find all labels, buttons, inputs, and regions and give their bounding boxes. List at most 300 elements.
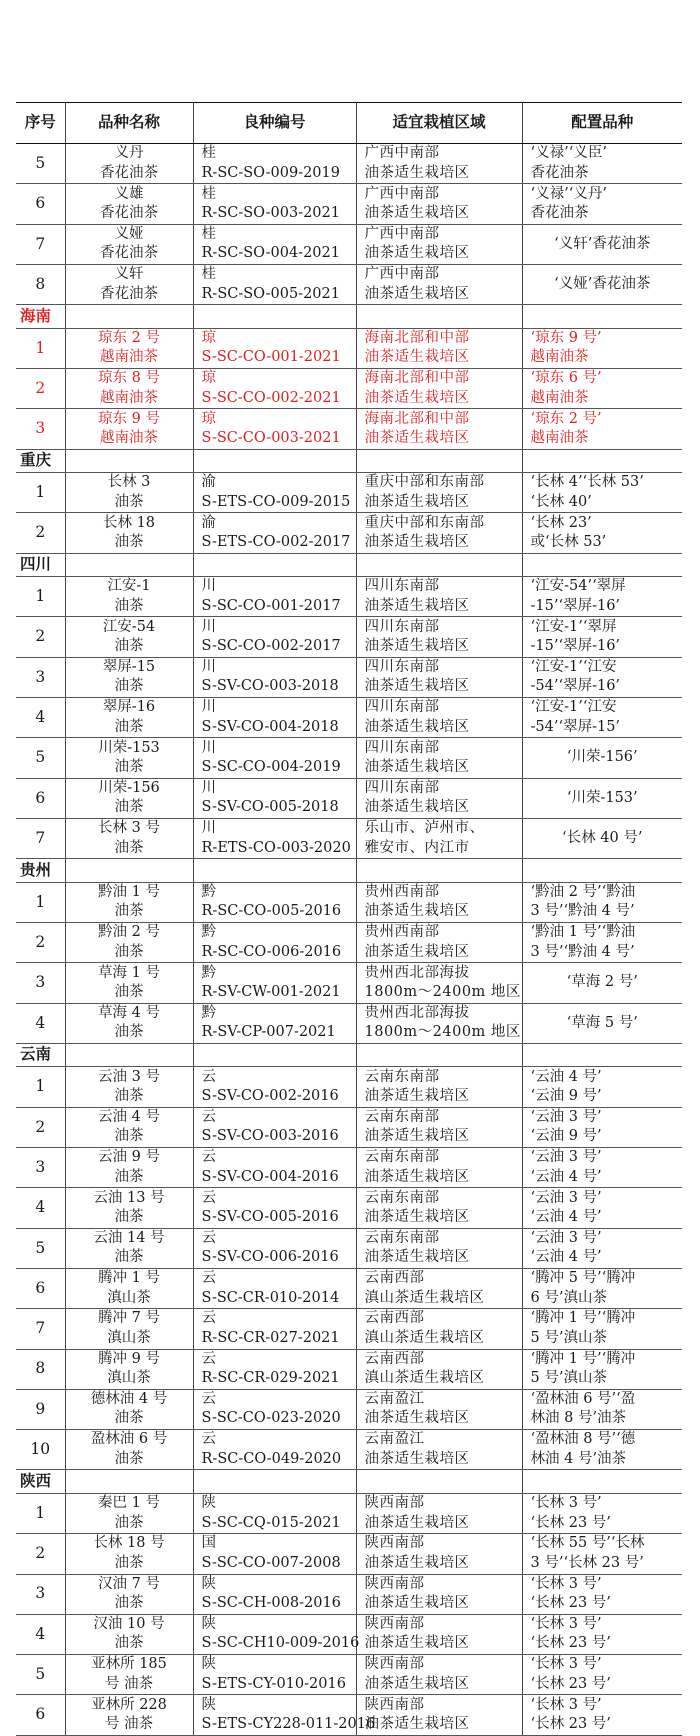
section-empty-cell [65,553,193,577]
variety-name-cell [65,1349,193,1389]
row-index: 9 [16,1389,65,1429]
matching-variety-line: ‘川荣-156’ [566,749,638,766]
planting-area-line: 油茶适生栽培区 [364,1635,470,1652]
table-row [16,1107,682,1147]
table-row [16,1309,682,1349]
matching-variety-cell [522,1309,682,1349]
planting-area-line: 油茶适生栽培区 [364,1554,470,1571]
variety-code-line: 琼 [201,370,216,387]
planting-area-line: 陕西南部 [364,1575,425,1592]
variety-name-line: 越南油茶 [100,349,158,366]
variety-name-line: 长林 18 号 [93,1535,165,1552]
matching-variety-line: ‘琼东 9 号’ [530,329,602,346]
matching-variety-cell [522,368,682,408]
section-empty-cell [193,449,356,473]
matching-variety-line: ‘义娅’香花油茶 [554,275,651,292]
variety-code-line: 桂 [201,185,216,202]
planting-area-line: 广西中南部 [364,266,440,283]
variety-name-line: 油茶 [114,1088,144,1105]
table-row [16,1148,682,1188]
variety-code-line: 云 [201,1068,216,1085]
row-index: 3 [16,1148,65,1188]
section-region-label: 贵州 [20,860,52,879]
planting-area-line: 油茶适生栽培区 [364,245,470,262]
matching-variety-line: ‘川荣-153’ [566,789,638,806]
matching-variety-line: ‘草海 2 号’ [566,974,638,991]
variety-code-cell [193,778,356,818]
planting-area-cell [356,1107,522,1147]
variety-code-line: 云 [201,1431,216,1448]
planting-area-line: 油茶适生栽培区 [364,389,470,406]
variety-code-line: R-SC-SO-005-2021 [201,285,340,302]
variety-code-cell [193,264,356,304]
variety-name-line: 黔油 2 号 [98,924,160,941]
variety-name-cell [65,409,193,449]
variety-name-line: 油茶 [114,903,144,920]
planting-area-line: 陕西南部 [364,1656,425,1673]
planting-area-line: 云南西部 [364,1310,425,1327]
variety-name-line: 腾冲 1 号 [98,1270,160,1287]
row-index: 2 [16,513,65,553]
variety-name-line: 亚林所 228 [91,1696,167,1713]
planting-area-line: 乐山市、泸州市、 [364,820,485,837]
variety-code-line: 琼 [201,329,216,346]
planting-area-cell [356,1389,522,1429]
planting-area-cell [356,513,522,553]
variety-code-line: 川 [201,578,216,595]
variety-name-line: 油茶 [114,839,144,856]
variety-name-line: 德林油 4 号 [90,1391,168,1408]
matching-variety-cell [522,1493,682,1533]
planting-area-line: 滇山茶适生栽培区 [364,1370,485,1387]
variety-name-line: 长林 3 号 [98,820,160,837]
variety-name-cell [65,1188,193,1228]
section-empty-cell [356,305,522,329]
variety-name-cell [65,1493,193,1533]
variety-name-line: 油茶 [114,1024,144,1041]
variety-code-cell [193,1614,360,1654]
matching-variety-cell [522,1003,682,1043]
matching-variety-cell [522,1349,682,1389]
matching-variety-line: ‘黔油 2 号’‘黔油 [530,883,636,900]
variety-name-line: 盈林油 6 号 [90,1431,168,1448]
section-row [16,553,682,577]
matching-variety-line: ‘江安-54’‘翠屏 [530,578,626,595]
variety-name-line: 油茶 [114,759,144,775]
variety-code-line: 川 [201,779,216,796]
planting-area-line: 云南东南部 [364,1189,440,1206]
matching-variety-line: 林油 4 号’油茶 [530,1450,627,1467]
row-index: 1 [16,328,65,368]
matching-variety-line: 越南油茶 [530,349,589,366]
planting-area-cell [356,328,522,368]
planting-area-line: 1800m～2400m 地区 [364,1024,521,1041]
table-row [16,617,682,657]
variety-code-cell [193,882,356,922]
row-index: 1 [16,882,65,922]
variety-code-line: 桂 [201,225,216,242]
matching-variety-line: 越南油茶 [530,429,589,446]
matching-variety-cell [522,1107,682,1147]
matching-variety-line: ‘长林 23 号’ [530,1514,611,1531]
matching-variety-line: ‘义禄’‘义丹’ [530,185,607,202]
variety-code-line: 陕 [201,1616,216,1633]
planting-area-line: 贵州西南部 [364,924,440,941]
planting-area-cell [356,617,522,657]
variety-code-line: 陕 [201,1696,216,1713]
planting-area-line: 油茶适生栽培区 [364,349,470,366]
variety-code-line: 云 [201,1108,216,1125]
variety-name-line: 江安-54 [102,618,156,635]
planting-area-cell [356,184,522,224]
variety-code-cell [193,1534,356,1574]
variety-name-cell [65,1655,193,1695]
section-empty-cell [356,1043,522,1067]
variety-code-line: 桂 [201,145,216,162]
variety-code-line: S-ETS-CY-010-2016 [201,1675,346,1692]
section-region [16,305,65,329]
variety-name-cell [65,1067,193,1107]
variety-name-cell [65,1107,193,1147]
variety-name-line: 油茶 [114,678,144,695]
matching-variety-line: ‘长林 55 号’‘长林 [530,1535,645,1552]
planting-area-line: 四川东南部 [364,618,440,635]
variety-code-cell [193,1107,356,1147]
variety-name-line: 油茶 [114,597,144,614]
matching-variety-cell [522,224,682,264]
matching-variety-line: 6 号’滇山茶 [530,1289,607,1306]
row-index: 4 [16,1188,65,1228]
row-index: 6 [16,1695,65,1735]
table-row [16,144,682,184]
variety-code-cell [193,224,356,264]
matching-variety-line: ‘云油 9 号’ [530,1128,602,1145]
variety-code-line: S-SC-CR-010-2014 [201,1289,340,1306]
matching-variety-line: ‘江安-1’‘江安 [530,659,617,675]
section-region-label: 重庆 [20,451,52,470]
variety-name-cell [65,473,193,513]
variety-name-line: 云油 9 号 [98,1149,160,1166]
planting-area-cell [356,657,522,697]
matching-variety-line: ‘江安-1’‘翠屏 [530,618,617,635]
variety-code-line: S-SV-CO-005-2016 [201,1208,339,1225]
planting-area-line: 油茶适生栽培区 [364,164,470,181]
planting-area-cell [356,963,522,1003]
variety-name-line: 油茶 [114,534,144,551]
matching-variety-cell [522,184,682,224]
section-region [16,553,65,577]
row-index: 1 [16,1493,65,1533]
variety-code-cell [193,513,356,553]
planting-area-cell [356,473,522,513]
matching-variety-cell [522,328,682,368]
variety-name-cell [65,328,193,368]
matching-variety-cell [522,1534,682,1574]
variety-name-line: 油茶 [114,1410,144,1427]
planting-area-line: 油茶适生栽培区 [364,493,470,510]
variety-name-line: 油茶 [114,799,144,816]
variety-name-cell [65,513,193,553]
matching-variety-line: ‘云油 4 号’ [530,1168,602,1185]
variety-name-line: 江安-1 [107,578,151,595]
variety-name-line: 香花油茶 [100,245,158,262]
variety-code-line: R-SC-SO-009-2019 [201,164,340,181]
variety-code-line: R-ETS-CO-003-2020 [201,839,351,856]
planting-area-line: 陕西南部 [364,1495,425,1512]
variety-name-line: 油茶 [114,638,144,655]
section-row [16,1043,682,1067]
row-index: 3 [16,1574,65,1614]
variety-code-cell [193,923,356,963]
variety-name-line: 腾冲 9 号 [98,1350,160,1367]
variety-code-cell [193,963,356,1003]
section-empty-cell [522,305,682,329]
planting-area-line: 陕西南部 [364,1616,425,1633]
variety-code-line: S-SV-CO-002-2016 [201,1088,339,1105]
table-row [16,1493,682,1533]
section-empty-cell [65,859,193,883]
variety-name-cell [65,224,193,264]
variety-name-line: 滇山茶 [107,1289,151,1306]
matching-variety-cell [522,963,682,1003]
matching-variety-line: 5 号’滇山茶 [530,1329,607,1346]
variety-code-line: R-SC-CO-006-2016 [201,943,342,960]
variety-code-line: R-SC-SO-003-2021 [201,204,340,221]
variety-table [16,102,682,1736]
row-index: 2 [16,1107,65,1147]
matching-variety-line: ‘黔油 1 号’‘黔油 [530,924,636,941]
planting-area-line: 油茶适生栽培区 [364,1450,470,1467]
section-empty-cell [193,1043,356,1067]
matching-variety-cell [522,473,682,513]
row-index: 4 [16,1614,65,1654]
planting-area-cell [356,409,522,449]
matching-variety-line: ‘云油 9 号’ [530,1088,602,1105]
planting-area-line: 云南东南部 [364,1068,440,1085]
variety-code-line: 川 [201,820,216,837]
planting-area-cell [356,698,522,738]
section-empty-cell [522,553,682,577]
variety-code-line: 云 [201,1189,216,1206]
planting-area-line: 雅安市、内江市 [364,839,470,856]
planting-area-line: 油茶适生栽培区 [364,1716,470,1733]
matching-variety-cell [522,923,682,963]
planting-area-cell [356,1534,522,1574]
variety-name-line: 油茶 [114,1208,144,1225]
matching-variety-line: 3 号’‘黔油 4 号’ [530,903,635,920]
variety-code-line: 琼 [201,410,216,427]
variety-name-line: 草海 4 号 [98,1004,160,1021]
planting-area-cell [356,1695,522,1735]
variety-name-line: 长林 18 [102,514,156,531]
variety-name-line: 油茶 [114,983,144,1000]
table-row [16,1188,682,1228]
planting-area-line: 油茶适生栽培区 [364,204,470,221]
variety-name-line: 琼东 8 号 [98,370,160,387]
table-row [16,224,682,264]
row-index: 5 [16,1655,65,1695]
variety-code-line: 国 [201,1535,216,1552]
matching-variety-line: ‘长林 23 号’ [530,1595,611,1612]
section-empty-cell [65,449,193,473]
planting-area-line: 四川东南部 [364,699,440,716]
variety-code-line: S-SC-CO-007-2008 [201,1554,341,1571]
planting-area-line: 广西中南部 [364,145,440,162]
variety-name-cell [65,657,193,697]
matching-variety-line: ‘草海 5 号’ [566,1014,638,1031]
variety-name-cell [65,963,193,1003]
table-row [16,1655,682,1695]
table-row [16,1574,682,1614]
table-row [16,264,682,304]
variety-code-line: S-SC-CH10-009-2016 [201,1635,360,1652]
table-row [16,513,682,553]
variety-name-line: 香花油茶 [100,285,158,302]
variety-code-line: S-SV-CO-004-2018 [201,718,339,735]
header-planting-area: 适宜栽植区域 [356,103,522,144]
table-row [16,473,682,513]
planting-area-cell [356,1493,522,1533]
matching-variety-cell [522,818,682,858]
planting-area-line: 油茶适生栽培区 [364,1595,470,1612]
planting-area-line: 重庆中部和东南部 [364,474,485,491]
section-region-label: 四川 [20,555,52,574]
variety-name-line: 义轩 [114,266,144,283]
table-row [16,963,682,1003]
matching-variety-line: ‘长林 3 号’ [530,1495,602,1512]
variety-code-line: S-SC-CO-001-2017 [201,597,341,614]
variety-name-line: 琼东 2 号 [98,329,160,346]
table-row [16,1389,682,1429]
section-empty-cell [356,1470,522,1494]
variety-code-line: S-SC-CO-002-2021 [201,389,341,406]
matching-variety-cell [522,144,682,184]
table-row [16,1003,682,1043]
variety-code-line: 云 [201,1391,216,1408]
matching-variety-line: ‘长林 3 号’ [530,1656,602,1673]
variety-code-line: S-SC-CO-003-2021 [201,429,341,446]
section-empty-cell [522,449,682,473]
variety-name-cell [65,144,193,184]
variety-code-line: S-SC-CO-023-2020 [201,1410,341,1427]
row-index: 1 [16,1067,65,1107]
matching-variety-line: ‘云油 3 号’ [530,1229,602,1246]
section-empty-cell [356,859,522,883]
matching-variety-line: ‘长林 40’ [530,493,592,510]
variety-name-line: 滇山茶 [107,1370,151,1387]
variety-name-line: 汉油 7 号 [98,1575,160,1592]
variety-name-line: 云油 14 号 [93,1229,165,1246]
variety-name-cell [65,1309,193,1349]
variety-name-cell [65,617,193,657]
matching-variety-line: 香花油茶 [530,204,589,221]
variety-name-line: 长林 3 [107,474,151,491]
planting-area-cell [356,1309,522,1349]
variety-code-line: 渝 [201,514,216,531]
planting-area-line: 陕西南部 [364,1696,425,1713]
row-index: 5 [16,1228,65,1268]
variety-name-line: 油茶 [114,1635,144,1652]
variety-name-line: 黔油 1 号 [98,883,160,900]
table-row [16,1695,682,1735]
variety-name-line: 油茶 [114,1595,144,1612]
table-row [16,1430,682,1470]
row-index: 1 [16,473,65,513]
section-empty-cell [522,859,682,883]
planting-area-line: 贵州西北部海拔 [364,1004,470,1021]
table-row [16,1268,682,1308]
section-region [16,859,65,883]
planting-area-cell [356,1188,522,1228]
variety-name-cell [65,738,193,778]
variety-name-cell [65,1430,193,1470]
planting-area-line: 1800m～2400m 地区 [364,983,521,1000]
matching-variety-line: ‘腾冲 1 号’‘腾冲 [530,1310,636,1327]
planting-area-line: 海南北部和中部 [364,370,470,387]
row-index: 6 [16,778,65,818]
section-empty-cell [193,553,356,577]
variety-code-line: S-SV-CO-003-2016 [201,1128,339,1145]
variety-code-line: S-SC-CO-002-2017 [201,638,341,655]
planting-area-cell [356,1655,522,1695]
variety-name-line: 草海 1 号 [98,964,160,981]
variety-code-cell [193,1574,356,1614]
variety-name-cell [65,1003,193,1043]
variety-name-cell [65,1614,193,1654]
variety-name-line: 油茶 [114,1168,144,1185]
section-empty-cell [522,1470,682,1494]
variety-code-line: S-SV-CO-003-2018 [201,678,339,695]
variety-name-line: 川荣-156 [98,779,160,796]
variety-name-cell [65,698,193,738]
matching-variety-line: ‘琼东 2 号’ [530,410,602,427]
planting-area-cell [356,818,522,858]
planting-area-line: 云南西部 [364,1350,425,1367]
section-empty-cell [193,1470,356,1494]
matching-variety-cell [522,1268,682,1308]
variety-code-line: 陕 [201,1575,216,1592]
matching-variety-line: 越南油茶 [530,389,589,406]
variety-code-cell [193,1493,356,1533]
variety-name-line: 香花油茶 [100,204,158,221]
variety-name-cell [65,184,193,224]
variety-code-line: S-ETS-CO-009-2015 [201,493,351,510]
planting-area-line: 四川东南部 [364,779,440,796]
section-row [16,305,682,329]
planting-area-line: 油茶适生栽培区 [364,1088,470,1105]
planting-area-cell [356,1349,522,1389]
table-row [16,1349,682,1389]
planting-area-line: 云南东南部 [364,1149,440,1166]
table-row [16,882,682,922]
variety-name-line: 义丹 [114,145,144,162]
variety-code-line: S-SV-CO-004-2016 [201,1168,339,1185]
matching-variety-cell [522,617,682,657]
matching-variety-line: ‘长林 3 号’ [530,1696,602,1713]
planting-area-line: 油茶适生栽培区 [364,943,470,960]
planting-area-line: 四川东南部 [364,659,440,675]
matching-variety-line: ‘云油 4 号’ [530,1068,602,1085]
variety-name-cell [65,923,193,963]
matching-variety-line: ‘云油 3 号’ [530,1108,602,1125]
matching-variety-line: -54’‘翠屏-15’ [530,718,621,735]
variety-code-line: R-SC-SO-004-2021 [201,245,340,262]
section-empty-cell [65,1043,193,1067]
variety-name-line: 油茶 [114,493,144,510]
planting-area-line: 油茶适生栽培区 [364,1675,470,1692]
variety-code-cell [193,1655,356,1695]
matching-variety-line: ‘长林 3 号’ [530,1616,602,1633]
